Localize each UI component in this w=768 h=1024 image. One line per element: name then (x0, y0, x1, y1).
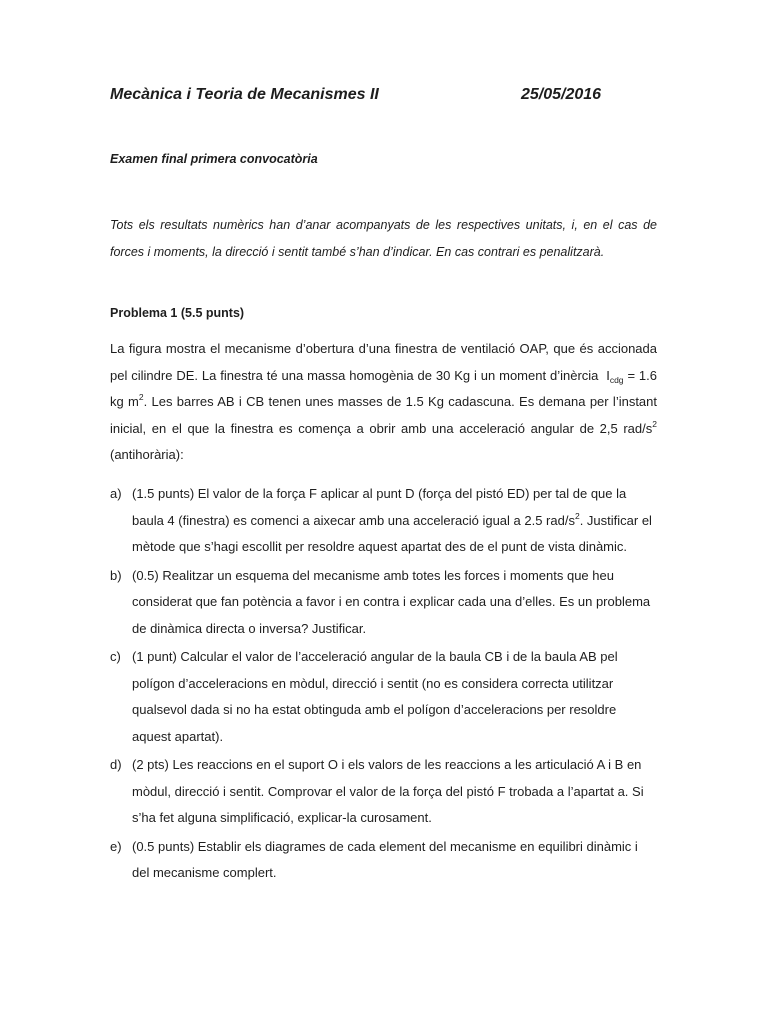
question-item-c (110, 644, 657, 750)
exam-subtitle: Examen final primera convocatòria (110, 152, 318, 166)
header (110, 86, 640, 110)
item-text: (2 pts) Les reaccions en el suport O i els valors de les reaccions a les articulació A i B en mòdul, direcció i sentit. Comprovar el valor de la força del pistó F trobada a l’apartat a. Si s’ha fet alguna simplificació, explicar-la curosament. (132, 757, 644, 825)
exponent-1: 2 (138, 392, 144, 402)
exponent-2: 2 (652, 418, 657, 429)
item-text: (1.5 punts) El valor de la força F aplicar al punt D (força del pistó ED) per tal de que la baula 4 (finestra) es comenci a aixecar amb una acceleració igual a 2.5 rad/$s^2$. Justificar el mètode que s’hagi escollit per resoldre aquest apartat des de el punt de vista dinàmic. (132, 486, 652, 554)
question-item-e (110, 834, 657, 887)
question-item-d (110, 752, 657, 832)
question-list (110, 481, 657, 889)
question-item-b (110, 563, 657, 643)
item-text: (0.5) Realitzar un esquema del mecanisme amb totes les forces i moments que heu considerat que fan potència a favor i en contra i explicar cada una d’elles. Es un problema de dinàmica directa o inversa? Justificar. (132, 567, 651, 636)
statement-text-4: (antihorària): (110, 447, 184, 462)
item-text: (0.5 punts) Establir els diagrames de cada element del mecanisme en equilibri dinàmic i del mecanisme complert. (132, 838, 638, 880)
item-marker: b) (110, 567, 122, 583)
statement-text-3: . Les barres AB i CB tenen unes masses de 1.5 Kg cadascuna. Es demana per l’instant inicial, en el que la finestra es comença a obrir amb una acceleració angular de 2,5 rad/s (110, 394, 658, 436)
item-marker: e) (110, 838, 122, 854)
item-text: (1 punt) Calcular el valor de l’acceleració angular de la baula CB i de la baula AB pel polígon d’acceleracions en mòdul, direcció i sentit (no es considera correcta utilitzar qualsevol dada si no ha estat obtinguda amb el polígon d’acceleracions per resoldre aquest apartat). (132, 649, 618, 744)
course-title: Mecànica i Teoria de Mecanismes II (110, 86, 379, 103)
instructions-notice: Tots els resultats numèrics han d’anar acompanyats de les respectives unitats, i, en el cas de forces i moments, la direcció i sentit també s’han d’indicar. En cas contrari es penalitzarà. (110, 218, 657, 259)
item-marker: d) (110, 757, 122, 772)
exam-date: 25/05/2016 (521, 86, 602, 103)
statement-text-1: La figura mostra el mecanisme d’obertura d’una finestra de ventilació OAP, que és accionada pel cilindre DE. La finestra té una massa homogènia de 30 Kg i un moment d’inèrcia (110, 341, 657, 383)
statement-text-2: = 1.6 kg m (110, 367, 657, 409)
inertia-subscript: cdg (609, 374, 624, 385)
item-exponent: 2 (574, 510, 580, 521)
question-item-a (110, 481, 657, 561)
problem-title: Problema 1 (5.5 punts) (110, 306, 245, 320)
inertia-symbol: $I_{cdg}$ (606, 367, 624, 385)
item-marker: c) (110, 649, 121, 664)
item-marker: a) (110, 486, 122, 501)
problem-statement (110, 336, 657, 469)
